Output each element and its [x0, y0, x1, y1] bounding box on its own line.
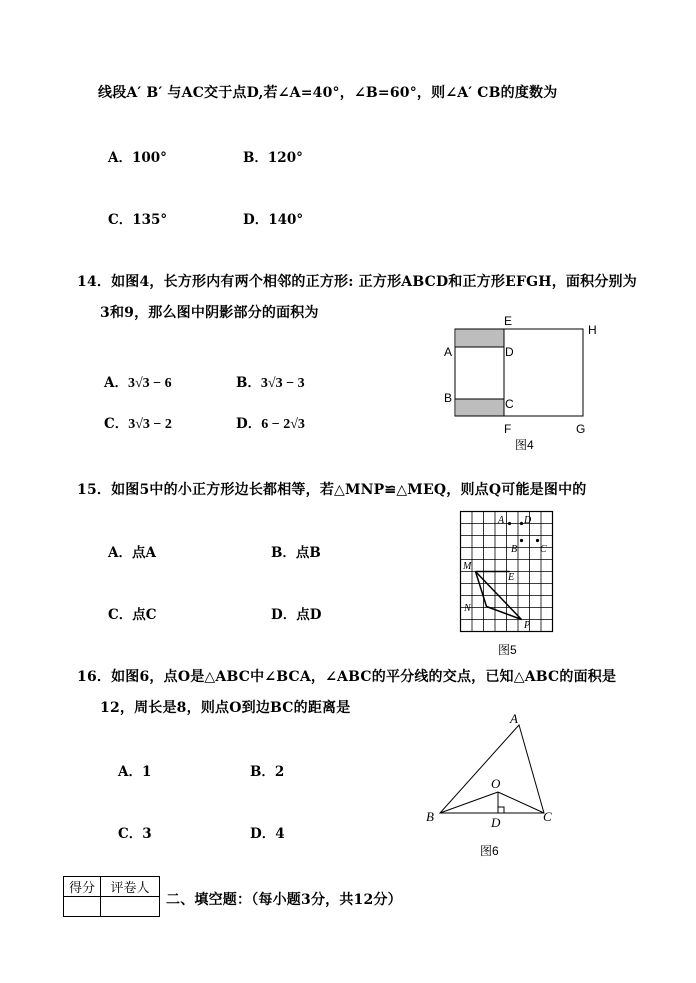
fig4-label-h: H	[588, 323, 597, 337]
fig4-caption: 图4	[515, 438, 534, 452]
q13-option-b: B．120°	[243, 150, 303, 166]
fig6-right-angle-mark	[498, 807, 504, 813]
fig4-label-b: B	[444, 391, 453, 405]
q14-option-c	[104, 412, 172, 433]
q13-option-d: D．140°	[243, 212, 304, 228]
fig5-label-d: D	[524, 515, 532, 526]
q16-option-d: D．4	[250, 826, 285, 842]
q16-stem-line2: 12，周长是8，则点O到边BC的距离是	[100, 700, 351, 716]
q14-option-d-expr: 6 − 2√3	[261, 417, 305, 432]
q14-option-c-label: C．	[104, 416, 129, 432]
fig6-caption: 图6	[480, 844, 499, 858]
fig6-label-c: C	[543, 809, 552, 824]
q14-option-b-label: B．	[236, 375, 261, 391]
fig4-label-f: F	[504, 422, 512, 436]
fig5-point-b	[520, 539, 523, 542]
fig5-label-m: M	[463, 561, 472, 572]
q16-stem-line1: 16．如图6，点O是△ABC中∠BCA，∠ABC的平分线的交点，已知△ABC的面积是	[77, 669, 617, 685]
fig6-label-b: B	[426, 809, 434, 824]
fig5-label-n: N	[464, 603, 471, 614]
fig4-label-d: D	[505, 345, 514, 359]
q15-stem: 15．如图5中的小正方形边长都相等，若△MNP≌△MEQ，则点Q可能是图中的	[77, 482, 587, 498]
fig5-label-p: P	[524, 620, 531, 631]
section-2-heading: 二、填空题：（每小题3分，共12分）	[166, 892, 402, 908]
fig6-label-d: D	[491, 815, 501, 830]
fig5-point-c	[536, 539, 539, 542]
q15-option-c: C．点C	[108, 607, 157, 623]
fig6-label-o: O	[491, 776, 501, 791]
fig4-label-g: G	[576, 422, 586, 436]
q15-option-b: B．点B	[271, 545, 321, 561]
q15-option-a: A．点A	[108, 545, 156, 561]
fig4-label-c: C	[505, 397, 514, 411]
q14-option-c-expr: 3√3 − 2	[128, 417, 172, 432]
q14-stem-line1: 14．如图4，长方形内有两个相邻的正方形: 正方形ABCD和正方形EFGH，面积分别为	[77, 274, 637, 290]
q15-option-d: D．点D	[271, 607, 322, 623]
score-cell	[64, 897, 101, 917]
score-label: 得分	[64, 877, 101, 897]
fig6-triangle-abc	[440, 725, 544, 813]
fig4-label-e: E	[504, 314, 513, 328]
fig5-point-a	[508, 522, 511, 525]
figure-5	[455, 508, 557, 658]
figure-4	[438, 312, 598, 457]
fig4-shade-bottom	[456, 399, 504, 416]
q16-option-b: B．2	[250, 764, 285, 780]
fig5-caption: 图5	[498, 643, 517, 657]
fig5-point-d	[520, 522, 523, 525]
q14-option-d	[236, 412, 305, 433]
fig5-label-b: B	[511, 544, 518, 555]
fig5-label-a: A	[498, 515, 505, 526]
grader-cell	[101, 897, 160, 917]
q13-option-a: A．100°	[108, 150, 167, 166]
fig6-label-a: A	[510, 711, 518, 726]
q13-option-c: C．135°	[108, 212, 168, 228]
q14-option-a-label: A．	[104, 375, 128, 391]
q14-option-d-label: D．	[236, 416, 262, 432]
grader-label: 评卷人	[101, 877, 160, 897]
q14-option-a-expr: 3√3 − 6	[127, 376, 172, 391]
fig4-label-a: A	[444, 345, 453, 359]
figure-6	[424, 708, 559, 858]
q14-option-b-expr: 3√3 − 3	[260, 376, 305, 391]
q14-option-a	[104, 371, 172, 392]
q14-stem-line2: 3和9，那么图中阴影部分的面积为	[100, 305, 319, 321]
fig6-bisector-bo	[440, 792, 498, 813]
q13-stem: 线段A′ B′ 与AC交于点D,若∠A=40°，∠B=60°，则∠A′ CB的度数为	[98, 85, 558, 101]
q14-option-b	[236, 371, 305, 392]
score-box	[63, 876, 160, 917]
q16-option-a: A．1	[118, 764, 152, 780]
q16-option-c: C．3	[118, 826, 152, 842]
fig5-label-e: E	[508, 572, 515, 583]
fig6-bisector-co	[498, 792, 544, 813]
fig5-label-c: C	[540, 544, 547, 555]
fig4-shade-top	[456, 329, 504, 347]
